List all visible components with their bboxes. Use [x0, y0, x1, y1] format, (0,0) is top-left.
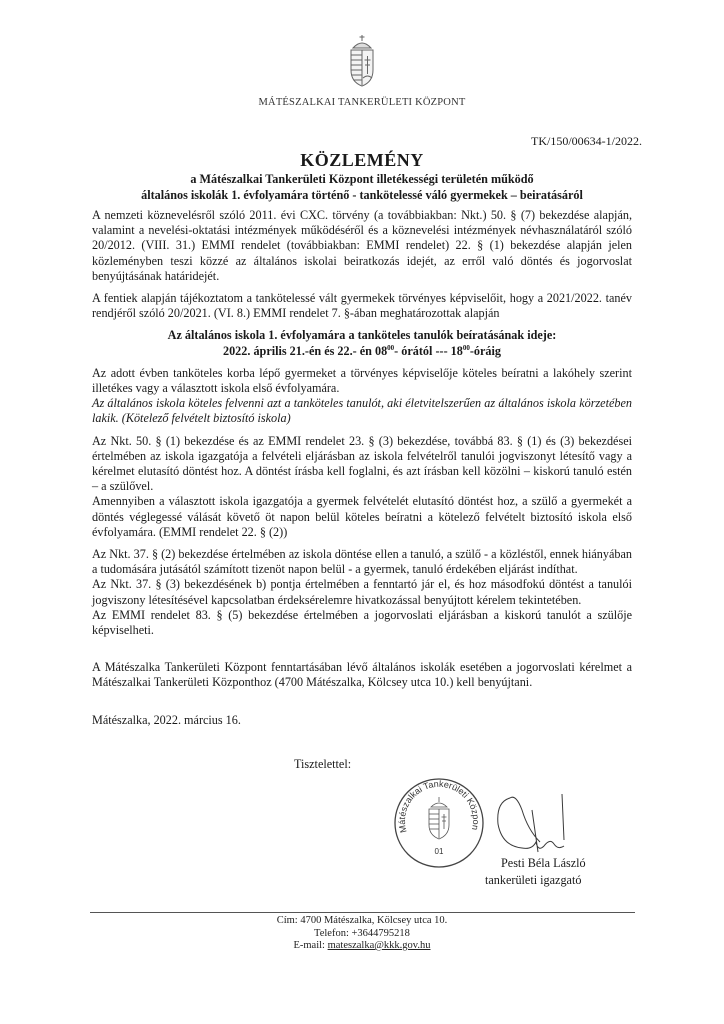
signer-name: Pesti Béla László [501, 856, 586, 870]
svg-text:Mátészalkai Tankerületi Közpon [393, 777, 481, 834]
obligation-italic-paragraph: Az általános iskola köteles felvenni azt a tanköteles tanulót, aki életvitelszerűen az általános iskola körzetében lakik. (Kötelező felvételt biztosító iskola) [92, 396, 632, 426]
place-date: Mátészalka, 2022. március 16. [92, 712, 241, 727]
info-paragraph: A fentiek alapján tájékoztatom a tankötelessé vált gyermekek törvényes képviselőit, hogy a 2021/2022. tanév rendjéről szóló 20/2021. (VI. 8.) EMMI rendelet 7. §-ában meghatározottak alapján [92, 291, 632, 321]
footer [0, 915, 724, 953]
intro-paragraph: A nemzeti köznevelésről szóló 2011. évi CXC. törvény (a továbbiakban: Nkt.) 50. § (7) bekezdése alapján, valamint a nevelési-oktatási intézmények működéséről és a köznevelési intézmények névhasználatáról szóló 20/2012. (VIII. 31.) EMMI rendelet (továbbiakban: EMMI rendelet) 22. § (1) bekezdése alapján jelen közleményben teszi közzé az általános iskolai beiratkozás idejét, az erről való döntés és jogorvoslat benyújtásának határidejét. [92, 208, 632, 283]
appeal-paragraph-3: Az EMMI rendelet 83. § (5) bekezdése értelmében a jogorvoslati eljárásban a kiskorú tanulót a szülője képviselheti. [92, 607, 632, 638]
greeting: Tisztelettel: [294, 757, 352, 771]
hungarian-coat-of-arms-icon [344, 34, 380, 88]
end-minutes: 00 [462, 343, 470, 352]
enrollment-time-middle: - órától --- 18 [394, 343, 463, 358]
organization-name: MÁTÉSZALKAI TANKERÜLETI KÖZPONT [258, 97, 466, 108]
enrollment-time-suffix: -óráig [469, 343, 502, 358]
stamp-text: Mátészalkai Tankerületi Közpon [396, 778, 482, 834]
subtitle-line-2: általános iskolák 1. évfolyamára történő - tankötelessé váló gyermekek – beiratásáról [141, 188, 583, 202]
footer-email-label: E-mail: [293, 940, 328, 951]
decision-paragraph: Az Nkt. 50. § (1) bekezdése és az EMMI rendelet 23. § (3) bekezdése, továbbá 83. § (1) és (3) bekezdései értelmében az iskola igazgatója a felvételi eljárásban az iskola felvételről tanulói jogviszonyt létesítő vagy a kérelmet elutasító döntést hoz. A döntést írásba kell foglalni, és azt írásban kell közölni – kiskorú tanuló estén – a szülővel. [92, 433, 632, 494]
document-body [92, 208, 632, 728]
reference-number: TK/150/00634-1/2022. [531, 134, 642, 148]
enrollment-heading: Az általános iskola 1. évfolyamára a tanköteles tanulók beíratásának ideje: [167, 328, 557, 343]
handwritten-signature [492, 790, 602, 860]
document-subtitle [0, 171, 724, 203]
footer-phone: Telefon: +3644795218 [314, 927, 410, 939]
rejection-paragraph: Amennyiben a választott iskola igazgatója a gyermek felvételét elutasító döntést hoz, a szülő a gyermekét a döntés véglegessé válását követő öt napon belül köteles beíratni a kötelező felvételt biztosító iskola első évfolyamára. (EMMI rendelet 22. § (2)) [92, 494, 632, 539]
obligation-paragraph: Az adott évben tanköteles korba lépő gyermeket a törvényes képviselője köteles beíratni a lakóhely szerint illetékes vagy a választott iskola első évfolyamára. [92, 365, 632, 396]
submission-paragraph: A Mátészalka Tankerületi Központ fenntartásában lévő általános iskolák esetében a jogorvoslati kérelmet a Mátészalkai Tankerületi Központhoz (4700 Mátészalka, Kölcsey utca 10.) kell benyújtani. [92, 660, 632, 690]
appeal-paragraph-1: Az Nkt. 37. § (2) bekezdése értelmében az iskola döntése ellen a tanuló, a szülő - a közléstől, ennek hiányában a tudomására jutásától számított tizenöt napon belül - a gyermek, tanuló érdekében eljárást indíthat. [92, 547, 632, 577]
enrollment-time [92, 344, 632, 359]
stamp-crest-icon [429, 797, 449, 839]
footer-divider [90, 912, 635, 913]
enrollment-time-prefix: 2022. április 21.-én és 22.- én 08 [222, 343, 388, 358]
footer-email-line [0, 940, 724, 953]
document-title: KÖZLEMÉNY [300, 150, 424, 170]
subtitle-line-1: a Mátészalkai Tankerületi Központ illetékességi területén működő [190, 172, 534, 186]
official-stamp [393, 777, 485, 869]
footer-address: Cím: 4700 Mátészalka, Kölcsey utca 10. [276, 915, 448, 926]
signer-title: tankerületi igazgató [485, 873, 582, 887]
start-minutes: 00 [387, 343, 395, 352]
footer-email-link[interactable]: mateszalka@kkk.gov.hu [327, 940, 431, 951]
stamp-number: 01 [434, 847, 444, 856]
appeal-paragraph-2: Az Nkt. 37. § (3) bekezdésének b) pontja értelmében a fenntartó jár el, és hoz másodfokú döntést a tanulói jogviszony létesítésével kapcsolatban érdeksérelemre hivatkozással benyújtott kérelem tekintetében. [92, 577, 632, 607]
